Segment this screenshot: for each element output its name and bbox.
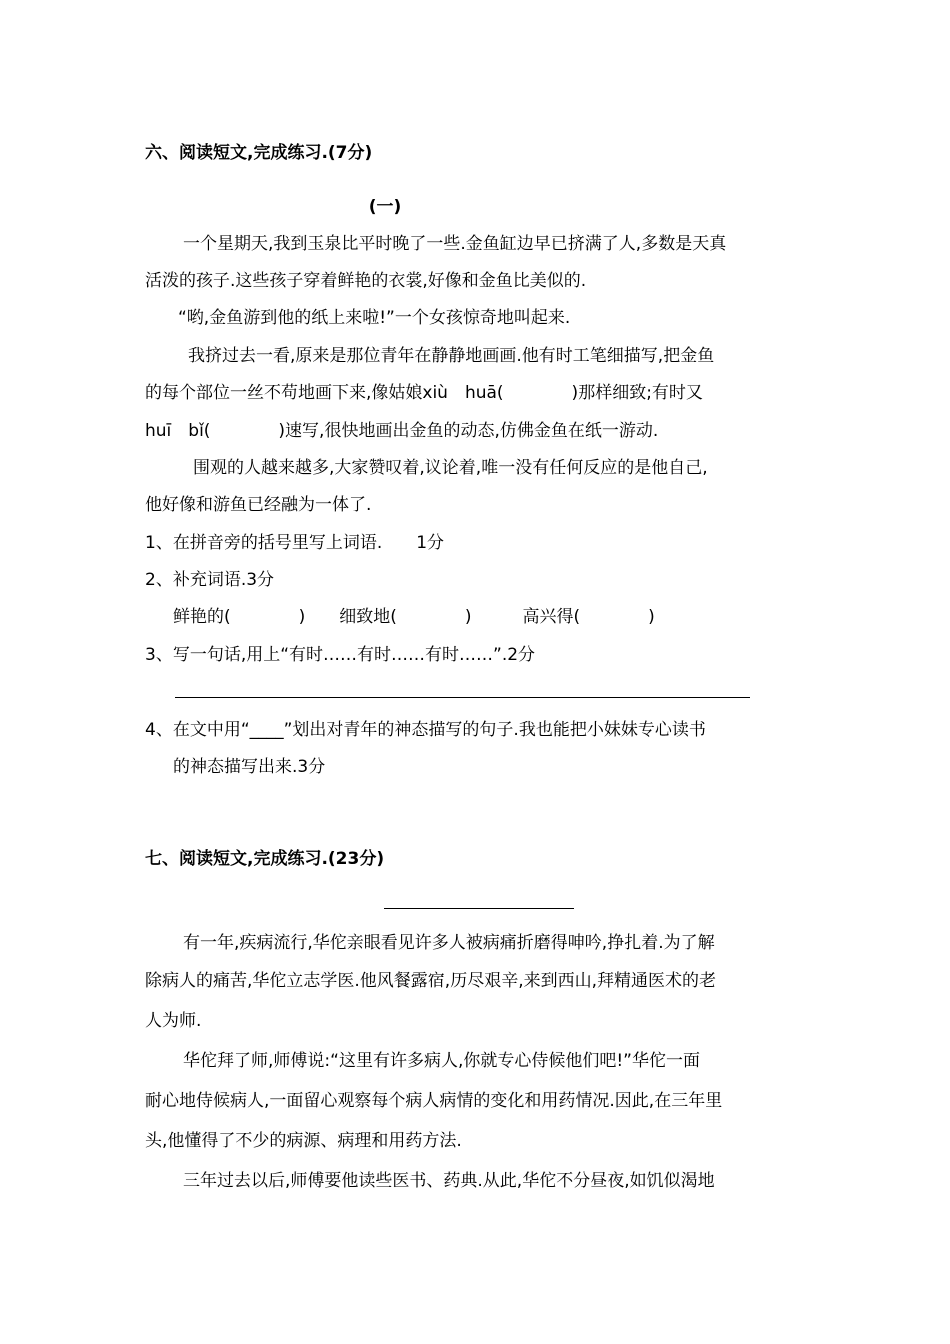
section6-paragraph-line: 他好像和游鱼已经融为一体了. (145, 495, 372, 515)
section6-paragraph-line: huī bǐ( )速写,很快地画出金鱼的动态,仿佛金鱼在纸一游动. (145, 421, 659, 441)
section6-heading: 六、阅读短文,完成练习.(7分) (145, 143, 373, 163)
section7-paragraph-line: 除病人的痛苦,华佗立志学医.他风餐露宿,历尽艰辛,来到西山,拜精通医术的老 (145, 971, 717, 991)
section6-paragraph-line: “哟,金鱼游到他的纸上来啦!”一个女孩惊奇地叫起来. (178, 308, 571, 328)
question-2-blanks: 鲜艳的( ) 细致地( ) 高兴得( ) (173, 607, 655, 627)
section7-paragraph-line: 三年过去以后,师傅要他读些医书、药典.从此,华佗不分昼夜,如饥似渴地 (183, 1171, 715, 1191)
title-blank-line[interactable] (384, 908, 574, 909)
question-3: 3、写一句话,用上“有时……有时……有时……”.2分 (145, 645, 536, 665)
section6-paragraph-line: 一个星期天,我到玉泉比平时晚了一些.金鱼缸边早已挤满了人,多数是天真 (183, 234, 727, 254)
answer-line[interactable] (175, 697, 750, 698)
section6-paragraph-line: 我挤过去一看,原来是那位青年在静静地画画.他有时工笔细描写,把金鱼 (188, 346, 715, 366)
section6-paragraph-line: 的每个部位一丝不苟地画下来,像姑娘xiù huā( )那样细致;有时又 (145, 383, 703, 403)
question-4-continued: 的神态描写出来.3分 (173, 757, 326, 777)
section7-paragraph-line: 耐心地侍候病人,一面留心观察每个病人病情的变化和用药情况.因此,在三年里 (145, 1091, 723, 1111)
section6-subheading: (一) (368, 197, 402, 217)
question-1: 1、在拼音旁的括号里写上词语. 1分 (145, 533, 445, 553)
section7-paragraph-line: 有一年,疾病流行,华佗亲眼看见许多人被病痛折磨得呻吟,挣扎着.为了解 (183, 933, 715, 953)
section6-paragraph-line: 活泼的孩子.这些孩子穿着鲜艳的衣裳,好像和金鱼比美似的. (145, 271, 587, 291)
section7-paragraph-line: 人为师. (145, 1011, 202, 1031)
section7-heading: 七、阅读短文,完成练习.(23分) (145, 849, 385, 869)
section7-paragraph-line: 华佗拜了师,师傅说:“这里有许多病人,你就专心侍候他们吧!”华佗一面 (183, 1051, 700, 1071)
question-2: 2、补充词语.3分 (145, 570, 275, 590)
section6-paragraph-line: 围观的人越来越多,大家赞叹着,议论着,唯一没有任何反应的是他自己, (193, 458, 708, 478)
question-4: 4、在文中用“____”划出对青年的神态描写的句子.我也能把小妹妹专心读书 (145, 720, 706, 740)
section7-paragraph-line: 头,他懂得了不少的病源、病理和用药方法. (145, 1131, 462, 1151)
